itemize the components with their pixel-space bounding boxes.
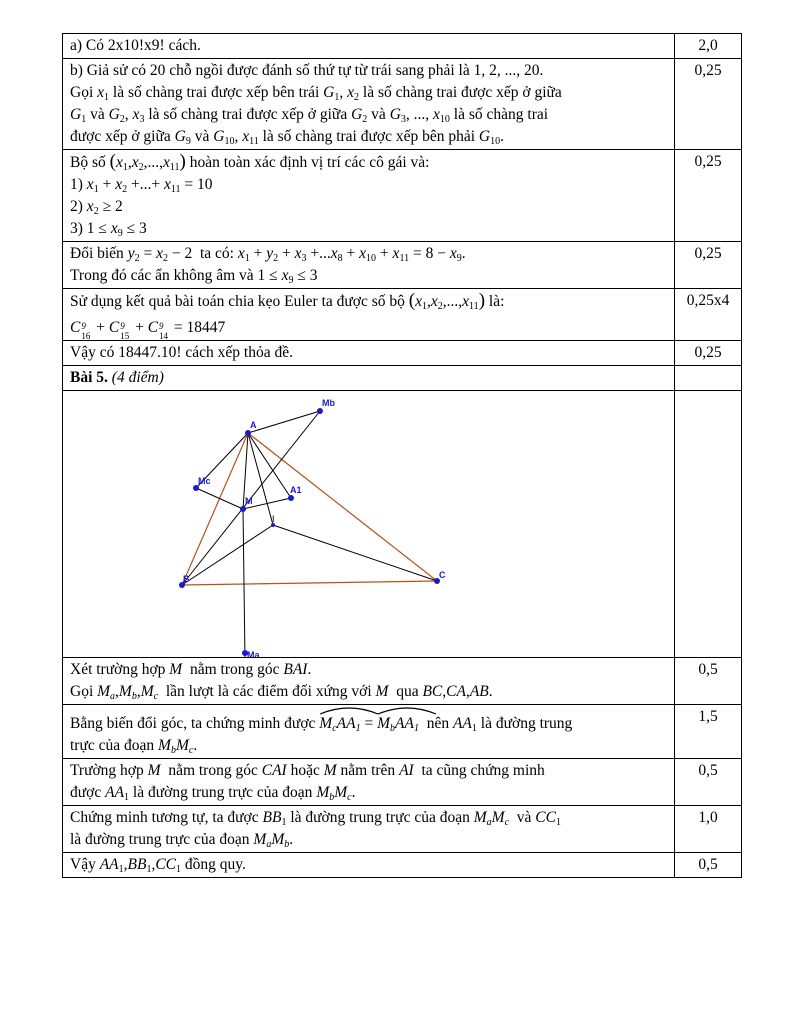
points-cell: 1,5 (675, 705, 742, 759)
solution-table (62, 33, 742, 878)
table-row (63, 853, 742, 878)
label-b: B (183, 574, 190, 584)
point-a (245, 430, 251, 436)
points-cell (675, 391, 742, 658)
solution-cell: b) Giả sử có 20 chỗ ngồi được đánh số thứ tự từ trái sang phải là 1, 2, ..., 20. Gọi $x_1$ là số chàng trai được xếp bên trái $G_1$, $x_2$ là số chàng trai được xếp ở giữa $G_1$ và $G_2$, $x_3$ là số chàng trai được xếp ở giữa $G_2$ và $G_3$, ..., $x_{10}$ là số chàng trai được xếp ở giữa $G_9$ và $G_{10}$, $x_{11}$ là số chàng trai được xếp bên phải $G_{10}$. (63, 59, 675, 150)
triangle-abc (182, 433, 437, 585)
points-cell: 0,25 (675, 242, 742, 289)
points-cell: 0,5 (675, 658, 742, 705)
table-row (63, 391, 742, 658)
label-mc: Mc (198, 476, 211, 486)
table-row (63, 242, 742, 289)
solution-cell: Vậy có 18447.10! cách xếp thỏa đề. (63, 341, 675, 366)
solution-cell: Vậy $AA_1,BB_1,CC_1$ đồng quy. (63, 853, 675, 878)
points-cell: 0,25 (675, 59, 742, 150)
solution-cell: Bộ số $(x_1,x_2,...,x_{11})$ hoàn toàn xác định vị trí các cô gái và: 1) $x_1 + x_2$ +...+ $x_{11} = 10$ 2) $x_2 \ge 2$ 3) $1 \le x_9 \le 3$ (63, 150, 675, 242)
solution-cell: a) Có 2x10!x9! cách. (63, 34, 675, 59)
points-cell: 1,0 (675, 806, 742, 853)
table-row (63, 759, 742, 806)
table-row (63, 34, 742, 59)
table-row (63, 150, 742, 242)
points-cell (675, 366, 742, 391)
points-cell: 0,25 (675, 341, 742, 366)
label-a: A (250, 420, 257, 430)
points-cell: 0,25x4 (675, 289, 742, 341)
point-m (240, 506, 246, 512)
solution-cell: Xét trường hợp M nằm trong góc BAI. Gọi $M_a,M_b,M_c$ lần lượt là các điểm đối xứng với M qua BC,CA,AB. (63, 658, 675, 705)
solution-cell: Bằng biến đổi góc, ta chứng minh được $M_cAA_1$ = $M_bAA_1$ nên $AA_1$ là đường trung trực của đoạn $M_bM_c$. (63, 705, 675, 759)
points (179, 408, 440, 656)
point-a1 (288, 495, 294, 501)
label-m: M (245, 496, 253, 506)
construction-lines (182, 411, 437, 657)
points-cell: 0,5 (675, 759, 742, 806)
table-row (63, 366, 742, 391)
geometry-diagram (63, 391, 675, 657)
label-a1: A1 (290, 485, 302, 495)
points-cell: 0,25 (675, 150, 742, 242)
solution-cell: Sử dụng kết quả bài toán chia kẹo Euler ta được số bộ $(x_1,x_2,...,x_{11})$ là: C 9 16 + C 9 15 + C 9 14 = 18447 (63, 289, 675, 341)
diagram-cell (63, 391, 675, 658)
table-row (63, 658, 742, 705)
table-row (63, 59, 742, 150)
point-mb (317, 408, 323, 414)
solution-cell: Chứng minh tương tự, ta được $BB_1$ là đường trung trực của đoạn $M_aM_c$ và $CC_1$ là đường trung trực của đoạn $M_aM_b$. (63, 806, 675, 853)
points-cell: 2,0 (675, 34, 742, 59)
solution-cell: Đổi biến $y_2 = x_2 - 2$ ta có: $x_1 + y_2 + x_3 +...x_8 + x_{10} + x_{11} = 8 - x_9$. Trong đó các ẩn không âm và $1 \le x_9 \le 3$ (63, 242, 675, 289)
label-i: I (272, 514, 275, 524)
table-row (63, 806, 742, 853)
table-row (63, 705, 742, 759)
solution-cell: Trường hợp M nằm trong góc CAI hoặc M nằm trên AI ta cũng chứng minh được $AA_1$ là đường trung trực của đoạn $M_bM_c$. (63, 759, 675, 806)
label-c: C (439, 570, 446, 580)
points-cell: 0,5 (675, 853, 742, 878)
table-row (63, 289, 742, 341)
label-ma: Ma (247, 650, 260, 657)
section-title: Bài 5. (4 điểm) (63, 366, 675, 391)
label-mb: Mb (322, 398, 335, 408)
